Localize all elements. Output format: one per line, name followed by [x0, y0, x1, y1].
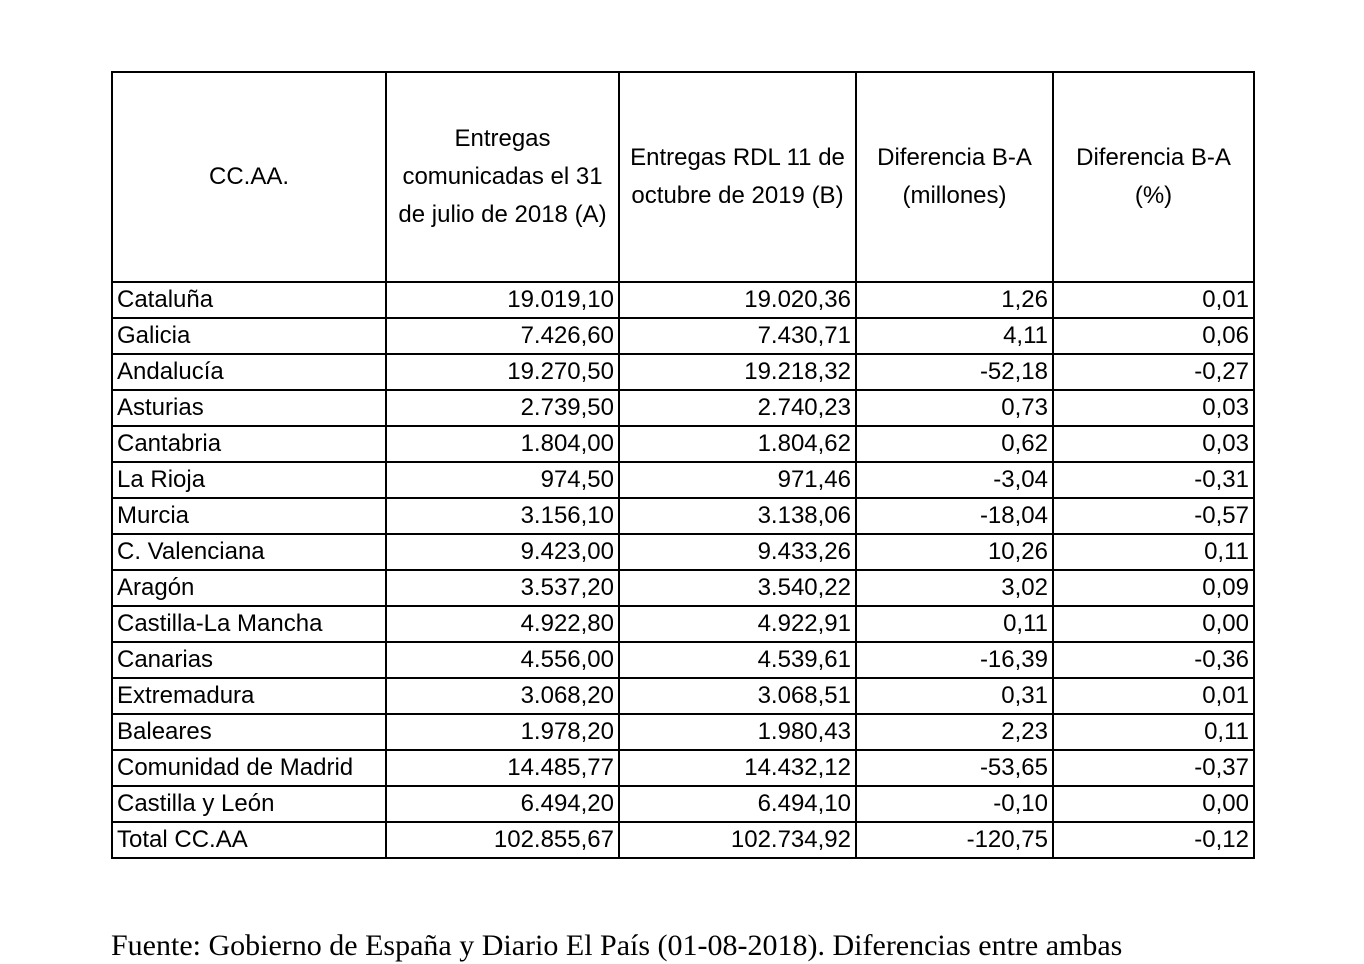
cell-diferencia-millones: 4,11: [856, 318, 1053, 354]
table-row: [112, 714, 1254, 750]
table-row: [112, 642, 1254, 678]
cell-diferencia-percent: 0,01: [1053, 678, 1254, 714]
cell-ccaa: Cataluña: [112, 282, 386, 318]
table-header: [112, 72, 1254, 282]
cell-diferencia-percent: 0,06: [1053, 318, 1254, 354]
table-row: [112, 282, 1254, 318]
cell-ccaa: Andalucía: [112, 354, 386, 390]
cell-ccaa: Castilla y León: [112, 786, 386, 822]
cell-entregas-2019: 4.922,91: [619, 606, 856, 642]
cell-diferencia-percent: -0,27: [1053, 354, 1254, 390]
cell-entregas-2019: 19.020,36: [619, 282, 856, 318]
cell-ccaa: Extremadura: [112, 678, 386, 714]
cell-diferencia-percent: -0,37: [1053, 750, 1254, 786]
cell-diferencia-millones: 3,02: [856, 570, 1053, 606]
cell-entregas-2018: 4.922,80: [386, 606, 619, 642]
cell-ccaa: Total CC.AA: [112, 822, 386, 858]
cell-ccaa: Galicia: [112, 318, 386, 354]
cell-entregas-2018: 19.019,10: [386, 282, 619, 318]
cell-diferencia-percent: 0,03: [1053, 426, 1254, 462]
cell-entregas-2018: 1.978,20: [386, 714, 619, 750]
cell-entregas-2019: 3.540,22: [619, 570, 856, 606]
cell-diferencia-millones: 2,23: [856, 714, 1053, 750]
cell-entregas-2018: 19.270,50: [386, 354, 619, 390]
table-row: [112, 534, 1254, 570]
cell-diferencia-millones: -52,18: [856, 354, 1053, 390]
cell-entregas-2019: 3.138,06: [619, 498, 856, 534]
table-body: [112, 282, 1254, 858]
cell-diferencia-percent: 0,00: [1053, 606, 1254, 642]
cell-diferencia-millones: 0,62: [856, 426, 1053, 462]
table-row: [112, 606, 1254, 642]
cell-diferencia-millones: -3,04: [856, 462, 1053, 498]
header-diferencia-millones: Diferencia B-A (millones): [856, 72, 1053, 282]
cell-entregas-2018: 3.068,20: [386, 678, 619, 714]
cell-entregas-2018: 1.804,00: [386, 426, 619, 462]
cell-diferencia-millones: 1,26: [856, 282, 1053, 318]
cell-entregas-2019: 19.218,32: [619, 354, 856, 390]
table-row: [112, 354, 1254, 390]
cell-entregas-2019: 2.740,23: [619, 390, 856, 426]
cell-ccaa: Cantabria: [112, 426, 386, 462]
cell-diferencia-percent: -0,31: [1053, 462, 1254, 498]
cell-entregas-2019: 1.804,62: [619, 426, 856, 462]
cell-ccaa: C. Valenciana: [112, 534, 386, 570]
cell-diferencia-millones: 10,26: [856, 534, 1053, 570]
cell-ccaa: Canarias: [112, 642, 386, 678]
cell-entregas-2018: 4.556,00: [386, 642, 619, 678]
cell-diferencia-millones: -120,75: [856, 822, 1053, 858]
cell-entregas-2019: 4.539,61: [619, 642, 856, 678]
cell-ccaa: Murcia: [112, 498, 386, 534]
cell-ccaa: Baleares: [112, 714, 386, 750]
cell-entregas-2018: 2.739,50: [386, 390, 619, 426]
cell-entregas-2018: 9.423,00: [386, 534, 619, 570]
header-entregas-2018: Entregas comunicadas el 31 de julio de 2018 (A): [386, 72, 619, 282]
cell-diferencia-percent: 0,09: [1053, 570, 1254, 606]
total-row: [112, 822, 1254, 858]
cell-diferencia-millones: -53,65: [856, 750, 1053, 786]
cell-diferencia-millones: -18,04: [856, 498, 1053, 534]
cell-entregas-2018: 7.426,60: [386, 318, 619, 354]
header-row: [112, 72, 1254, 282]
cell-diferencia-percent: 0,11: [1053, 714, 1254, 750]
cell-diferencia-percent: 0,03: [1053, 390, 1254, 426]
table-row: [112, 786, 1254, 822]
cell-entregas-2019: 102.734,92: [619, 822, 856, 858]
cell-diferencia-millones: -16,39: [856, 642, 1053, 678]
cell-diferencia-percent: 0,00: [1053, 786, 1254, 822]
cell-entregas-2019: 9.433,26: [619, 534, 856, 570]
table-row: [112, 498, 1254, 534]
cell-entregas-2018: 3.156,10: [386, 498, 619, 534]
cell-ccaa: Castilla-La Mancha: [112, 606, 386, 642]
cell-diferencia-percent: -0,12: [1053, 822, 1254, 858]
cell-ccaa: Comunidad de Madrid: [112, 750, 386, 786]
table-row: [112, 426, 1254, 462]
cell-ccaa: Aragón: [112, 570, 386, 606]
header-diferencia-percent: Diferencia B-A (%): [1053, 72, 1254, 282]
cell-diferencia-percent: 0,11: [1053, 534, 1254, 570]
cell-diferencia-millones: 0,31: [856, 678, 1053, 714]
table-row: [112, 570, 1254, 606]
cell-diferencia-millones: 0,73: [856, 390, 1053, 426]
cell-diferencia-percent: -0,36: [1053, 642, 1254, 678]
cell-entregas-2019: 14.432,12: [619, 750, 856, 786]
cell-ccaa: La Rioja: [112, 462, 386, 498]
cell-entregas-2018: 102.855,67: [386, 822, 619, 858]
header-ccaa: CC.AA.: [112, 72, 386, 282]
table-row: [112, 390, 1254, 426]
cell-diferencia-millones: -0,10: [856, 786, 1053, 822]
cell-diferencia-percent: -0,57: [1053, 498, 1254, 534]
cell-entregas-2019: 1.980,43: [619, 714, 856, 750]
deliveries-table: [111, 71, 1255, 859]
cell-entregas-2019: 7.430,71: [619, 318, 856, 354]
cell-entregas-2019: 3.068,51: [619, 678, 856, 714]
table-row: [112, 462, 1254, 498]
cell-entregas-2019: 971,46: [619, 462, 856, 498]
cell-diferencia-percent: 0,01: [1053, 282, 1254, 318]
cell-entregas-2018: 6.494,20: [386, 786, 619, 822]
table-row: [112, 678, 1254, 714]
source-footnote: Fuente: Gobierno de España y Diario El País (01-08-2018). Diferencias entre ambas: [111, 929, 1123, 962]
cell-diferencia-millones: 0,11: [856, 606, 1053, 642]
cell-ccaa: Asturias: [112, 390, 386, 426]
cell-entregas-2018: 974,50: [386, 462, 619, 498]
cell-entregas-2018: 14.485,77: [386, 750, 619, 786]
table-row: [112, 318, 1254, 354]
cell-entregas-2018: 3.537,20: [386, 570, 619, 606]
header-entregas-2019: Entregas RDL 11 de octubre de 2019 (B): [619, 72, 856, 282]
cell-entregas-2019: 6.494,10: [619, 786, 856, 822]
table-row: [112, 750, 1254, 786]
